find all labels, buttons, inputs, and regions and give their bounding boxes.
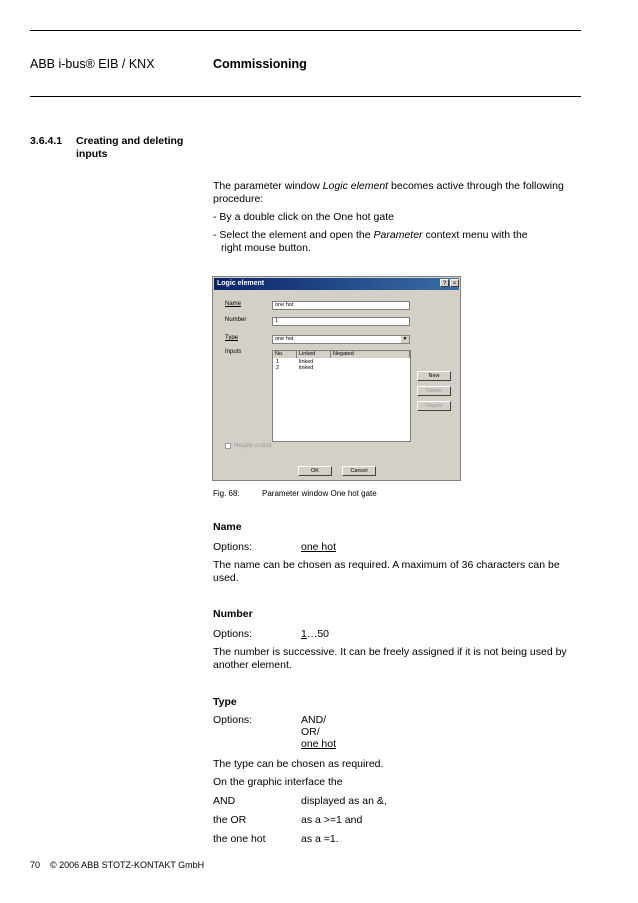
- type-description: The type can be chosen as required.: [213, 758, 384, 770]
- type-select[interactable]: [272, 335, 410, 344]
- number-options-range: …50: [306, 628, 330, 640]
- type-row-1-right: displayed as an &,: [301, 795, 387, 807]
- bullet-2: [213, 229, 583, 242]
- name-description-2: used.: [213, 572, 239, 584]
- number-description-1: The number is successive. It can be freely assigned if it is not being used by: [213, 646, 567, 658]
- inputs-label: Inputs: [225, 349, 242, 355]
- header-top-rule: [30, 30, 581, 31]
- name-options-value: one hot: [301, 541, 337, 553]
- bullet-1: - By a double click on the One hot gate: [213, 211, 394, 223]
- header-product: ABB i-bus® EIB / KNX: [30, 57, 155, 71]
- new-button[interactable]: New: [417, 371, 451, 381]
- name-heading: Name: [213, 521, 242, 533]
- type-row-2-left: the OR: [213, 814, 247, 826]
- section-number: 3.6.4.1: [30, 135, 63, 147]
- intro-text-a: The parameter window: [213, 180, 323, 192]
- footer-copyright: © 2006 ABB STOTZ-KONTAKT GmbH: [50, 860, 205, 870]
- type-label: Type: [225, 335, 239, 341]
- name-label: Name: [225, 301, 242, 307]
- type-options-label: Options:: [213, 714, 253, 726]
- number-options-value: [301, 628, 329, 641]
- name-description-1: The name can be chosen as required. A maximum of 36 characters can be: [213, 559, 560, 571]
- figure-caption: Parameter window One hot gate: [262, 489, 377, 498]
- header-chapter: Commissioning: [213, 57, 307, 71]
- type-heading: Type: [213, 696, 237, 708]
- intro-paragraph: [213, 180, 583, 193]
- column-header-negated[interactable]: Negated: [331, 351, 410, 358]
- row-2-no[interactable]: 2: [276, 365, 280, 371]
- chevron-down-icon[interactable]: ▼: [402, 336, 408, 342]
- number-description-2: another element.: [213, 659, 292, 671]
- name-field[interactable]: one hot: [272, 301, 410, 310]
- section-title-line2: inputs: [76, 148, 108, 160]
- bullet-2-a: - Select the element and open the: [213, 229, 374, 241]
- negate-button[interactable]: Negate: [417, 401, 451, 411]
- logic-element-dialog: [212, 276, 461, 481]
- type-option-and: AND/: [301, 714, 327, 726]
- type-option-onehot: one hot: [301, 738, 337, 750]
- negate-output-label: Negate output: [234, 443, 272, 449]
- type-row-3-left: the one hot: [213, 833, 266, 845]
- number-label: Number: [225, 317, 247, 323]
- section-title-line1: Creating and deleting: [76, 135, 184, 147]
- number-options-default: 1: [301, 628, 307, 640]
- dialog-titlebar: [214, 278, 459, 290]
- name-options-label: Options:: [213, 541, 253, 553]
- bullet-2-b: context menu with the: [422, 229, 528, 241]
- type-row-2-right: as a >=1 and: [301, 814, 363, 826]
- close-button[interactable]: ×: [450, 279, 459, 287]
- number-options-label: Options:: [213, 628, 253, 640]
- help-button[interactable]: ?: [440, 279, 449, 287]
- bullet-2-c: right mouse button.: [221, 242, 311, 254]
- bullet-2-ital: Parameter: [373, 229, 423, 241]
- column-header-linked[interactable]: Linked: [297, 351, 331, 358]
- number-field[interactable]: 1: [272, 317, 410, 326]
- type-row-1-left: AND: [213, 795, 236, 807]
- header-bottom-rule: [30, 96, 581, 97]
- row-1-linked[interactable]: linked: [299, 359, 314, 365]
- cancel-button[interactable]: Cancel: [342, 466, 376, 476]
- type-graphic-intro: On the graphic interface the: [213, 776, 343, 788]
- type-option-or: OR/: [301, 726, 320, 738]
- page-number: 70: [30, 860, 41, 870]
- row-2-linked[interactable]: linked: [299, 365, 314, 371]
- type-select-value: one hot: [275, 336, 294, 342]
- ok-button[interactable]: OK: [298, 466, 332, 476]
- number-heading: Number: [213, 608, 253, 620]
- row-1-no[interactable]: 1: [276, 359, 280, 365]
- negate-output-checkbox[interactable]: [225, 443, 231, 449]
- intro-text-b: becomes active through the following: [388, 180, 564, 192]
- intro-text-ital: Logic element: [322, 180, 389, 192]
- type-row-3-right: as a =1.: [301, 833, 339, 845]
- figure-number: Fig. 68:: [213, 489, 240, 498]
- dialog-title: Logic element: [217, 280, 265, 287]
- inputs-list[interactable]: [272, 350, 411, 442]
- delete-button[interactable]: Delete: [417, 386, 451, 396]
- intro-text-c: procedure:: [213, 193, 264, 205]
- column-header-no[interactable]: No.: [273, 351, 297, 358]
